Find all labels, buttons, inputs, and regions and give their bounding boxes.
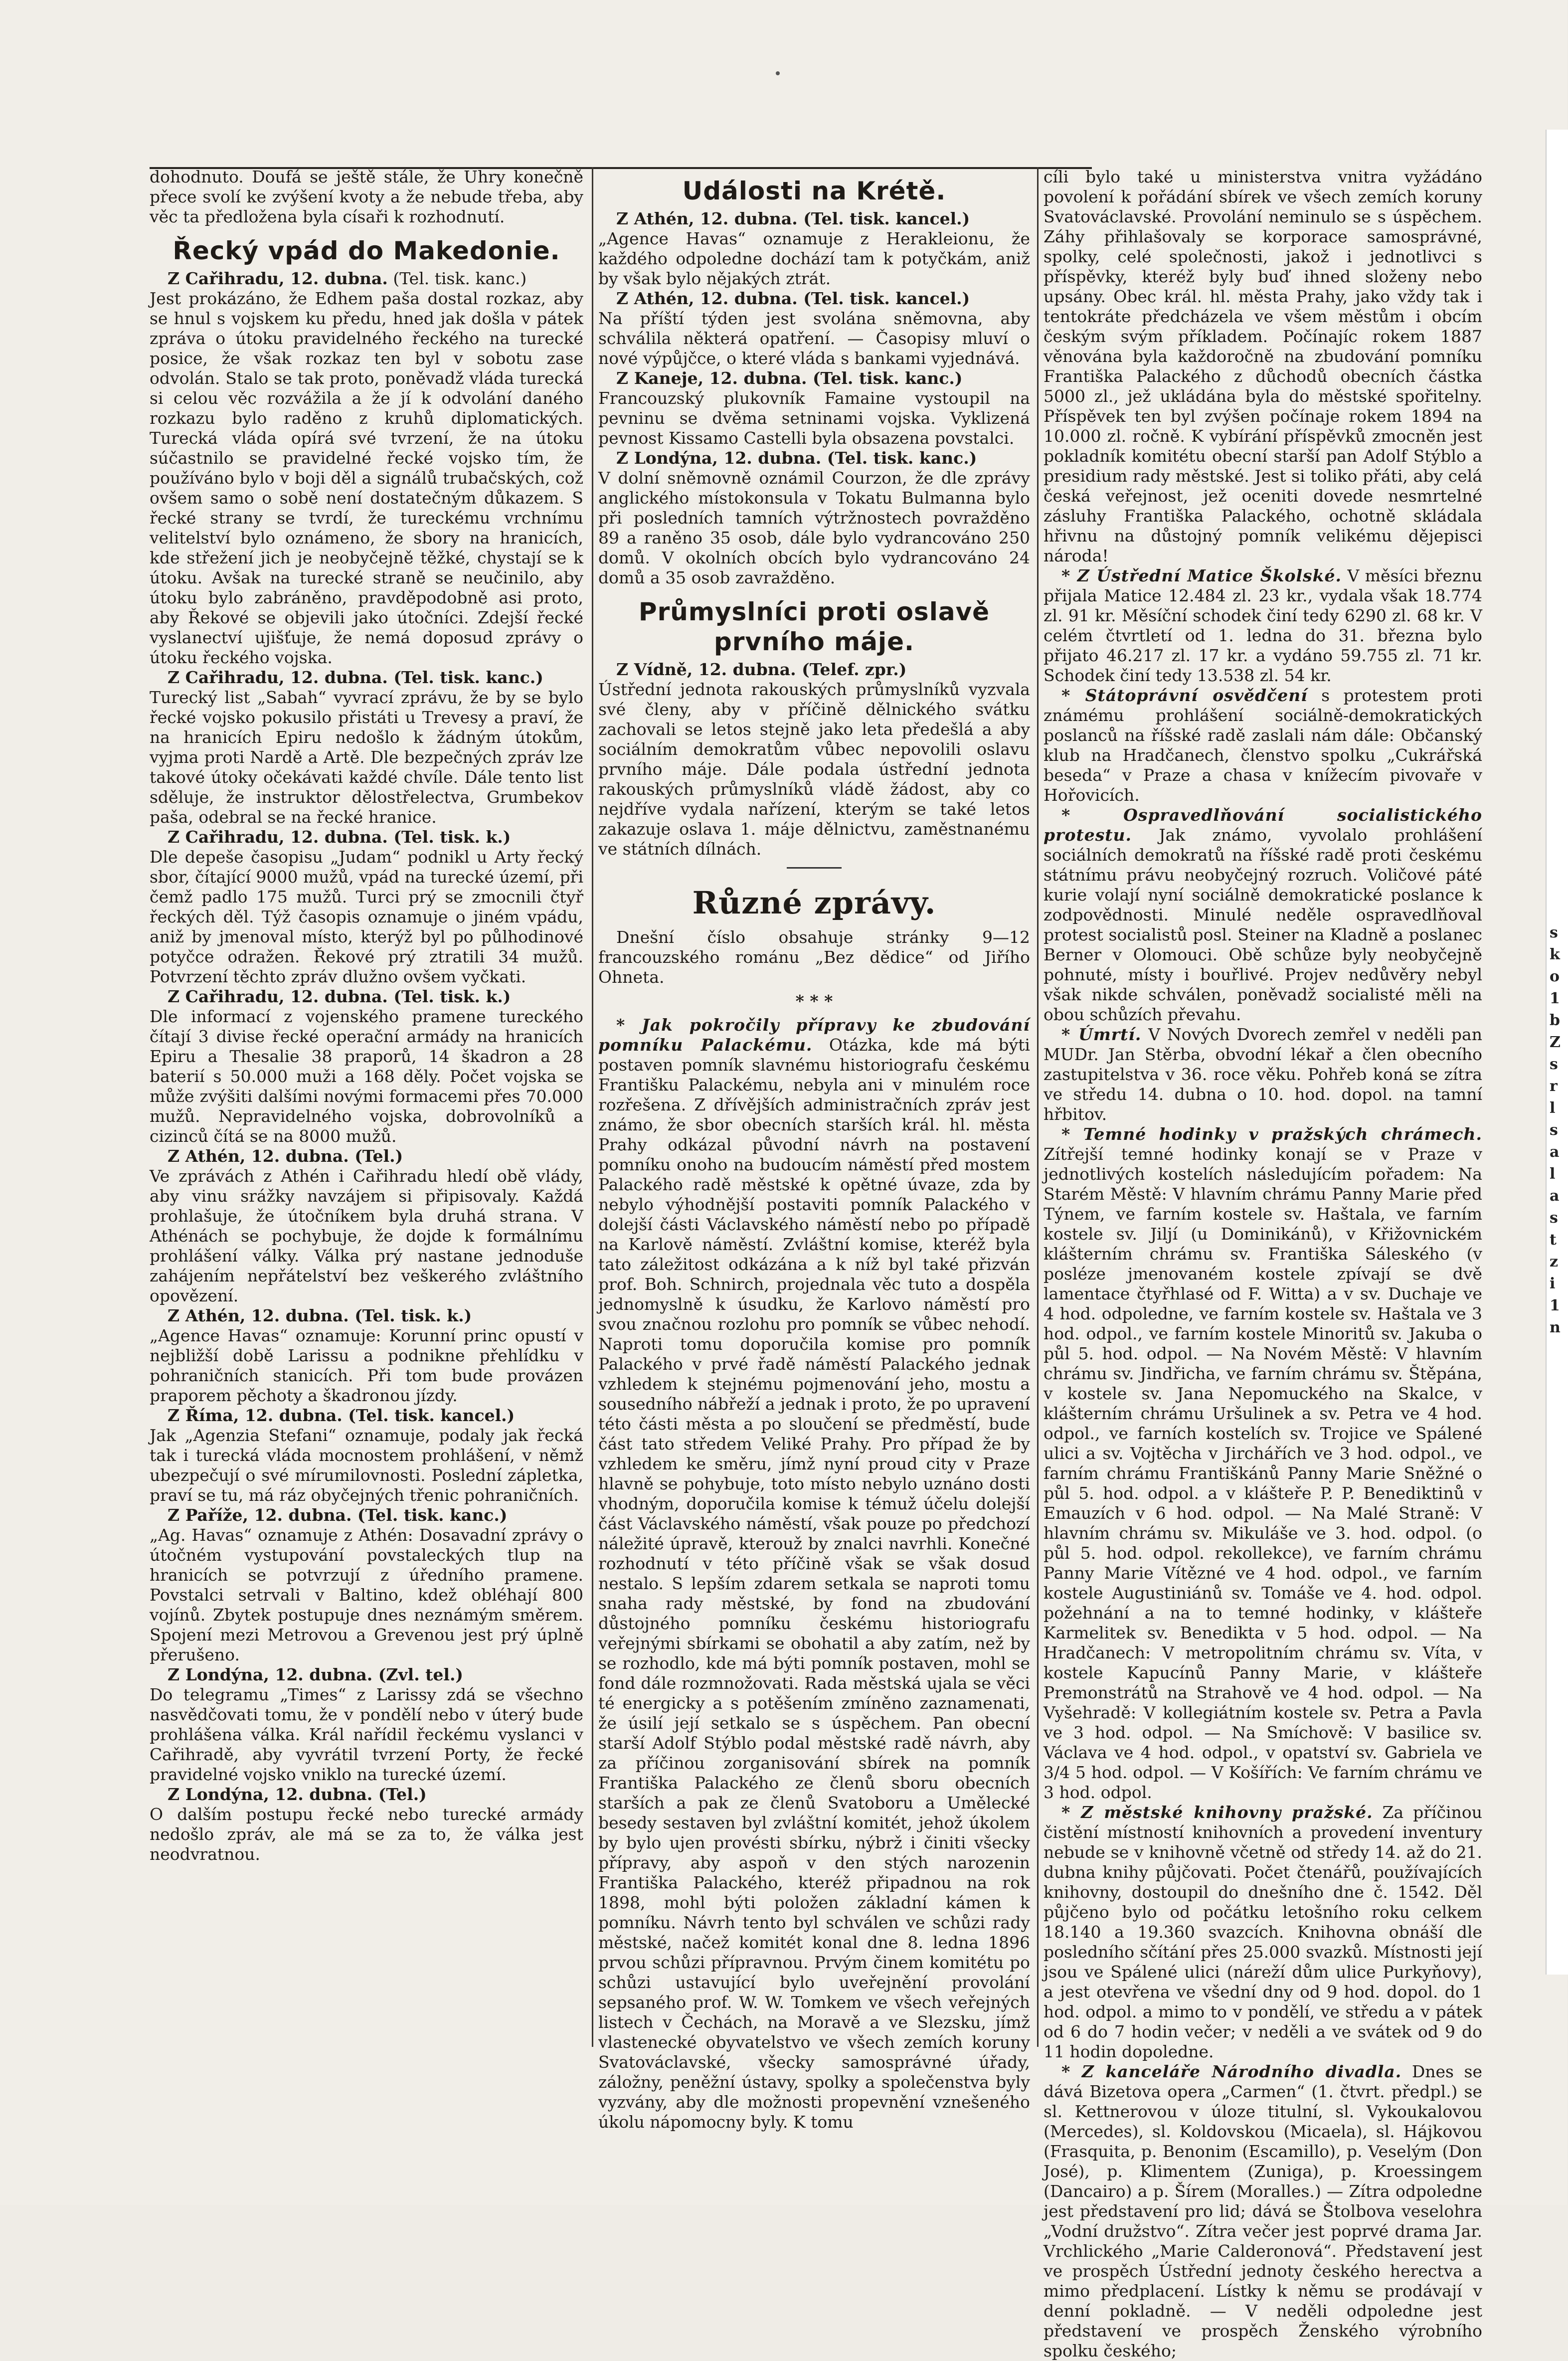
paragraph: V dolní sněmovně oznámil Courzon, že dle zprávy anglického místokonsula v Tokatu Bulmanna bylo při posledních tamních výtržnostech povražděno 89 a raněno 35 osob, dále bylo vydrancováno 250 domů. V okolních obcích bylo vydrancováno 24 domů a 35 osob zavražděno.: [598, 468, 1030, 587]
item-title: * Z Ústřední Matice Školské.: [1061, 566, 1342, 585]
paragraph: Dnešní číslo obsahuje stránky 9—12 francouzského románu „Bez dědice“ od Jiřího Ohneta.: [598, 927, 1030, 987]
edge-letter: s: [1550, 924, 1558, 941]
item-title: * Úmrtí.: [1061, 1025, 1142, 1044]
paragraph: Jak „Agenzia Stefani“ oznamuje, podaly jak řecká tak i turecká vláda mocnostem prohlášení, v němž ubezpečují o své mírumilovnosti. Poslední zápletka, praví se tu, má ráz obyčejných třenic pohraničních.: [150, 1426, 583, 1505]
dateline: Z Paříže, 12. dubna. (Tel. tisk. kanc.): [168, 1505, 508, 1525]
dateline: Z Cařihradu, 12. dubna. (Tel. tisk. kanc.): [168, 668, 543, 687]
item-title: * Jak pokročily přípravy ke zbudování pomníku Palackému.: [598, 1015, 1030, 1055]
dateline: Z Cařihradu, 12. dubna. (Tel. tisk. k.): [168, 827, 511, 847]
paragraph: „Agence Havas“ oznamuje z Herakleionu, že každého odpoledne dochází tam k potyčkám, aniž by však bylo nějakých ztrát.: [598, 229, 1030, 288]
dateline: Z Londýna, 12. dubna. (Tel. tisk. kanc.): [616, 448, 977, 468]
edge-letter: i: [1550, 1275, 1556, 1292]
item-text: V Nových Dvorech zemřel v neděli pan MUDr. Jan Stěrba, obvodní lékař a člen obecního zastupitelstva v 36. roce věku. Pohřeb koná se zítra ve středu 14. dubna o 10. hod. dopol. na tamní hřbitov.: [1044, 1025, 1482, 1124]
headline-crete: Události na Krétě.: [682, 177, 946, 205]
headline-may-day: Průmyslníci proti oslavě prvního máje.: [638, 597, 990, 656]
item-title: * Temné hodinky v pražských chrámech.: [1061, 1124, 1482, 1144]
item-title: * Z kanceláře Národního divadla.: [1061, 2062, 1402, 2081]
item-paragraph: [1044, 686, 1482, 805]
column-divider-2: [1037, 167, 1039, 2047]
paragraph: Ústřední jednota rakouských průmyslníků vyzvala své členy, aby v příčině dělnického svátku zachovali se letos stejně jako leta předešlá a aby sociálním demokratům vůbec nepovolili oslavu prvního máje. Dále podala ústřední jednota rakouských průmyslníků vládě žádost, aby co nejdříve vydala nařízení, kterým se také letos zakazuje oslava 1. máje dělnictvu, zaměstnanému ve státních dílnách.: [598, 680, 1030, 859]
paragraph: Dle informací z vojenského pramene tureckého čítají 3 divise řecké operační armády na hranicích Epiru a Thesalie 38 praporů, 14 škadron a 28 baterií s 50.000 muži a 168 děly. Počet vojska se může zvýšiti dalšími novými formacemi přes 70.000 mužů. Nepravidelného vojska, dobrovolníků a cizinců čítá se na 8000 mužů.: [150, 1007, 583, 1146]
item-paragraph: [1044, 1803, 1482, 2062]
edge-letter: n: [1550, 1319, 1561, 1336]
paragraph: „Ag. Havas“ oznamuje z Athén: Dosavadní zprávy o útočném vystupování povstaleckých tlup na hranicích se potvrzují z úředního pramene. Povstalci setrvali v Baltino, kdež obléhají 800 vojínů. Zbytek postupuje dnes neznámým směrem. Spojení mezi Metrovou a Grevenou jest prý úplně přerušeno.: [150, 1525, 583, 1664]
headline-macedonia: Řecký vpád do Makedonie.: [173, 236, 560, 265]
paragraph: „Agence Havas“ oznamuje: Korunní princ opustí v nejbližší době Larissu a podnikne přehlídku v pohraničních stanicích. Při tom bude provázen praporem pěchoty a škadronou jízdy.: [150, 1326, 583, 1405]
item-title: * Z městské knihovny pražské.: [1061, 1803, 1373, 1822]
item-paragraph: [1044, 1025, 1482, 1124]
edge-letter: s: [1550, 1209, 1558, 1227]
item-text: Za příčinou čistění místností knihovních a provedení inventury nebude se v knihovně včetně od středy 14. až do 21. dubna knihy půjčovati. Počet čtenářů, používajících knihovny, dostoupil do dnešního dne č. 1542. Děl půjčeno bylo od počátku letošního roku celkem 18.140 a 19.360 svazcích. Knihovna obnáší dle posledního sčítání přes 25.000 svazků. Místnosti její jsou ve Spálené ulici (náreží dům ulice Purkyňovy), a jest otevřena ve všední dny od 9 hod. dopol. do 1 hod. odpol. a mimo to v pondělí, ve středu a v pátek od 6 do 7 hodin večer; v neděli a ve svátek od 9 do 11 hodin dopoledne.: [1044, 1803, 1482, 2061]
edge-letter: l: [1550, 1165, 1556, 1183]
column-3: [1044, 167, 1482, 2361]
item-paragraph: [1044, 805, 1482, 1025]
item-text: Dnes se dává Bizetova opera „Carmen“ (1. čtvrt. předpl.) se sl. Kettnerovou v úloze titulní, sl. Vykoukalovou (Mercedes), sl. Koldovskou (Micaela), sl. Hájkovou (Frasquita, p. Benonim (Escamillo), p. Veselým (Don José), p. Klimentem (Zuniga), p. Kroessingem (Dancairo) a p. Šírem (Moralles.) — Zítra odpoledne jest představení pro lid; dává se Štolbova veselohra „Vodní družstvo“. Zítra večer jest poprvé drama Jar. Vrchlického „Marie Calderonová“. Představení jest ve prospěch Ústřední jednoty českého herectva a mimo předplacení. Lístky k němu se prodávají v denní pokladně. — V neděli odpoledne jest představení ve prospěch Ženského výrobního spolku českého;: [1044, 2062, 1482, 2361]
dateline: Z Cařihradu, 12. dubna.: [168, 269, 388, 288]
edge-letter: b: [1550, 1012, 1560, 1029]
dateline: Z Vídně, 12. dubna. (Telef. zpr.): [616, 660, 907, 679]
dateline-paragraph: [150, 269, 583, 289]
dateline: Z Athén, 12. dubna. (Tel. tisk. kancel.): [616, 289, 970, 308]
paragraph: Do telegramu „Times“ z Larissy zdá se všechno nasvědčovati tomu, že v pondělí nebo v úterý bude prohlášena válka. Král nařídil řeckému vyslanci v Cařihradě, aby vyvrátil tvrzení Porty, že řecké pravidelné vojsko vniklo na turecké území.: [150, 1685, 583, 1784]
dateline: Z Cařihradu, 12. dubna. (Tel. tisk. k.): [168, 987, 511, 1006]
paragraph: O dalším postupu řecké nebo turecké armády nedošlo zpráv, ale má se za to, že válka jest neodvratnou.: [150, 1805, 583, 1864]
column-divider-1: [592, 167, 593, 2047]
paragraph: Francouzský plukovník Famaine vystoupil na pevninu se dvěma setninami vojska. Vyklizená pevnost Kissamo Castelli byla obsazena povstalci.: [598, 388, 1030, 448]
item-title: * Státoprávní osvědčení: [1061, 686, 1308, 705]
edge-letter: z: [1550, 1253, 1559, 1271]
paragraph: Jest prokázáno, že Edhem paša dostal rozkaz, aby se hnul s vojskem ku předu, hned jak došla v pátek zpráva o útoku pravidelného řeckého na turecké posice, že však rozkaz ten byl v sobotu zase odvolán. Stalo se tak proto, poněvadž vláda turecká si celou věc rozvážila a že jí k odvolání daného rozkazu bylo raděno z kruhů diplomatických. Turecká vláda opírá své tvrzení, že na útoku súčastnilo se pravidelné řecké vojsko tím, že používáno bylo v boji děl a signálů trubačských, což ovšem samo o sobě není dostatečným důkazem. S řecké strany se tvrdí, že tureckému vrchnímu velitelství bylo oznámeno, že sbory na hranicích, kde střežení jich je neobyčejně těžké, chystají se k útoku. Avšak na turecké straně se neučinilo, aby útoku bylo zabráněno, pravděpodobně asi proto, aby Řekové se objevili jako útočníci. Zdejší řecké vyslanectví ujišťuje, že nemá doposud zprávy o útoku řeckého vojska.: [150, 289, 583, 667]
paragraph: Turecký list „Sabah“ vyvrací zprávu, že by se bylo řecké vojsko pokusilo přistáti u Trevesy a praví, že na hranicích Epiru nedošlo k žádným útokům, vyjma proti Nardě a Artě. Dle bezpečných zpráv lze takové útoky očekávati každé chvíle. Dále tento list sděluje, že instruktor dělostřelectva, Grumbekov paša, odebral se na řecké hranice.: [150, 688, 583, 827]
paragraph: Na příští týden jest svolána sněmovna, aby schválila některá opatření. — Časopisy mluví o nové výpůjčce, o které vláda s bankami vyjednává.: [598, 309, 1030, 368]
dateline: Z Kaneje, 12. dubna. (Tel. tisk. kanc.): [616, 368, 963, 388]
edge-letter: Z: [1550, 1034, 1561, 1051]
item-text: V měsíci březnu přijala Matice 12.484 zl. 23 kr., vydala však 18.774 zl. 91 kr. Měsíční schodek činí tedy 6290 zl. 68 kr. V celém čtvrtletí od 1. ledna do 31. března bylo přijato 46.217 zl. 17 kr. a vydáno 59.755 zl. 71 kr. Schodek činí tedy 13.538 zl. 54 kr.: [1044, 566, 1482, 685]
item-paragraph: [1044, 1124, 1482, 1803]
edge-letter: o: [1550, 968, 1560, 985]
asterism: * * *: [795, 991, 833, 1011]
column-2: [598, 167, 1030, 2132]
edge-letter: s: [1550, 1056, 1558, 1073]
paragraph: dohodnuto. Doufá se ještě stále, že Uhry konečně přece svolí ke zvýšení kvoty a že nebude třeba, aby věc ta předložena byla císaři k rozhodnutí.: [150, 167, 583, 226]
paragraph: Dle depeše časopisu „Judam“ podnikl u Arty řecký sbor, čítající 9000 mužů, vpád na turecké území, při čemž padlo 175 mužů. Turci prý se zmocnili čtyř řeckých děl. Týž časopis oznamuje o jiném vpádu, aniž by jmenoval místo, kterýž byl po půlhodinové potyčce odražen. Řekové prý ztratili 34 mužů. Potvrzení těchto zpráv dlužno ovšem vyčkati.: [150, 847, 583, 986]
edge-letter: 1: [1550, 990, 1560, 1007]
item-text: Zítřejší temné hodinky konají se v Praze v jednotlivých kostelích následujícím pořadem: Na Starém Městě: V hlavním chrámu Panny Marie před Týnem, ve farním kostele sv. Haštala, ve farním kostele sv. Jiljí (u Dominikánů), v Křižovnickém klášterním chrámu sv. Františka Sáleského (v posléze jmenovaném kostele zpívají se dvě lamentace čtyřhlasé od F. Witta) a v sv. Duchaje ve 4 hod. odpoledne, ve farním kostele sv. Haštala ve 3 hod. odpol., ve farním kostele Minoritů sv. Jakuba o půl 5. hod. odpol. — Na Novém Městě: V hlavním chrámu sv. Jindřicha, ve farním chrámu sv. Štěpána, v kostele sv. Jana Nepomuckého na Skalce, v klášterním chrámu Uršulinek a sv. Petra ve 4 hod. odpol., ve farních kostelích sv. Trojice ve Spálené ulici a sv. Vojtěcha v Jirchářích ve 3 hod. odpol., ve farním chrámu Františkánů Panny Marie Sněžné o půl 5. hod. odpol. a v klášteře P. P. Benediktinů v Emauzích v 6 hod. odpol. — Na Malé Straně: V hlavním chrámu sv. Mikuláše ve 3. hod. odpol. (o půl 5. hod. odpol. rekollekce), ve farním chrámu Panny Marie Vítězné ve 4 hod. odpol., ve farním kostele Augustiniánů sv. Tomáše ve 4. hod. odpol. požehnání a na to temné hodinky, v klášteře Karmelitek sv. Benedikta v 5 hod. odpol. — Na Hradčanech: V metropolitním chrámu sv. Víta, v kostele Kapucínů Panny Marie, v klášteře Premonstrátů na Strahově ve 4 hod. odpol. — Na Vyšehradě: V kollegiátním kostele sv. Petra a Pavla ve 3 hod. odpol. — Na Smíchově: V basilice sv. Václava ve 4 hod. odpol., v opatství sv. Gabriela ve 3/4 5 hod. odpol. — V Košířích: Ve farním chrámu ve 3 hod. odpol.: [1044, 1144, 1482, 1802]
dateline: Z Athén, 12. dubna. (Tel. tisk. k.): [168, 1306, 472, 1325]
edge-letter: k: [1550, 946, 1560, 963]
item-paragraph: [1044, 566, 1482, 686]
item-text: Otázka, kde má býti postaven pomník slavnému historiografu českému Františku Palackému, nebyla ani v minulém roce rozřešena. Z dřívějších administračních zpráv jest známo, že sbor obecních starších král. hl. města Prahy odkázal původní návrh na postavení pomníku onoho na budoucím náměstí před mostem Palackého radě městské k opětné úvaze, zda by nebylo výhodnější postaviti pomník Palackého v dolejší části Václavského náměstí nebo po případě na Karlově náměstí. Zvláštní komise, kteréž byla tato záležitost odkázána a k níž byl také přizván prof. Boh. Schnirch, projednala věc tuto a dospěla jednomyslně k úsudku, že Karlovo náměstí pro svou značnou rozlohu pro pomník se vůbec nehodí. Naproti tomu doporučila komise pro pomník Palackého v prvé řadě náměstí Palackého jednak vzhledem k stejnému pojmenování jeho, mostu a sousedního nábřeží a jednak i proto, že po upravení této části města a po sloučení se předměstí, bude část tato středem Veliké Prahy. Pro případ že by vzhledem ke směru, jímž nyní proud city v Praze hlavně se pohybuje, toto místo nebylo uznáno dosti vhodným, doporučila komise k témuž účelu dolejší část Václavského náměstí, však pouze po předchozí náležité úpravě, kterouž by znalci navrhli. Konečné rozhodnutí v této příčině však se však dosud nestalo. S lepším zdarem setkala se naproti tomu snaha rady městské, by fond na zbudování důstojného pomníku českému historiografu veřejnými sbírkami se obohatil a aby zatím, než by se rozhodlo, kde má býti pomník postaven, mohl se fond dále rozmnožovati. Rada městská ujala se věci té energicky a s potěšením zmíněno zaznamenati, že úsilí její setkalo se s úspěchem. Pan obecní starší Adolf Stýblo podal městské radě návrh, aby za příčinou zorganisování sbírek na pomník Františka Palackého ze členů sboru obecních starších a pak ze členů Svatoboru a Umělecké besedy sestaven byl zvláštní komitét, jehož úkolem by bylo ujen provésti sbírku, nýbrž i činiti všecky přípravy, aby aspoň v den stých narozenin Františka Palackého, kteréž připadnou na rok 1898, mohl býti položen základní kámen k pomníku. Návrh tento byl schválen ve schůzi rady městské, načež komitét konal dne 8. ledna 1896 prvou schůzi přípravnou. Prvým činem komitétu po schůzi ustavující bylo uveřejnění provolání sepsaného prof. W. W. Tomkem ve všech veřejných listech v Čechách, na Moravě a ve Slezsku, jímž vlastenecké obyvatelstvo ve všech zemích koruny Svatováclavské, všecky samosprávné úřady, záložny, peněžní ústavy, spolky a společenstva byly vyzvány, aby dle možnosti propevnění vznešeného úkolu nápomocny byly. K tomu: [598, 1035, 1030, 2132]
edge-letter: s: [1550, 1121, 1558, 1139]
item-paragraph: [598, 1015, 1030, 2132]
edge-letter: a: [1550, 1143, 1560, 1161]
dateline: Z Londýna, 12. dubna. (Tel.): [168, 1785, 427, 1804]
edge-letter: r: [1550, 1078, 1558, 1095]
paragraph: Ve zprávách z Athén i Cařihradu hledí obě vlády, aby vinu srážky navzájem si připisovaly. Každá prohlašuje, že útočníkem byla druhá strana. V Athénách se pochybuje, že dojde k formálnímu prohlášení války. Válka prý nastane jednoduše zahájením nepřátelství bez veškerého zvláštního opovězení.: [150, 1166, 583, 1305]
dateline: Z Londýna, 12. dubna. (Zvl. tel.): [168, 1665, 464, 1684]
edge-letter: l: [1550, 1099, 1556, 1117]
page-dot: [776, 71, 780, 75]
dateline: Z Athén, 12. dubna. (Tel.): [168, 1146, 403, 1166]
headline-various-news: Různé zprávy.: [692, 885, 936, 921]
dateline: Z Říma, 12. dubna. (Tel. tisk. kancel.): [168, 1406, 515, 1425]
item-text: Jak známo, vyvolalo prohlášení sociálních demokratů na říšské radě proti českému státnímu právu neobyčejný rozruch. Voličové páté kurie volají nyní sociálně demokratické poslance k zodpovědnosti. Minulé neděle ospravedlňoval protest socialistů posl. Steiner na Kladně a poslanec Berner v Olomouci. Obě schůze byly neobyčejně pohnuté, místy i bouřlivé. Projev nedůvěry nebyl však nikde schválen, poněvadž socialisté měli na obou schůzích převahu.: [1044, 825, 1482, 1024]
item-paragraph: [1044, 2062, 1482, 2361]
dateline-source: (Tel. tisk. kanc.): [393, 269, 527, 288]
edge-letter: t: [1550, 1231, 1557, 1249]
dateline: Z Athén, 12. dubna. (Tel. tisk. kancel.): [616, 209, 970, 228]
edge-letter: 1: [1550, 1297, 1560, 1314]
item-text: s protestem proti známému prohlášení sociálně-demokratických poslanců na říšské radě zaslali nám dále: Občanský klub na Hradčanech, členstvo spolku „Cukrářská beseda“ v Praze a chasa v knížecím pivovaře v Hořovicích.: [1044, 686, 1482, 805]
edge-letter: a: [1550, 1187, 1560, 1205]
column-1: [150, 167, 583, 2047]
item-title: * Ospravedlňování socialistického protestu.: [1044, 805, 1482, 845]
section-separator: [787, 867, 842, 869]
paragraph: cíli bylo také u ministerstva vnitra vyžádáno povolení k pořádání sbírek ve všech zemích koruny Svatováclavské. Provolání neminulo se s úspěchem. Záhy přihlašovaly se korporace samosprávné, spolky, celé společnosti, jakož i jednotlivci s příspěvky, kteréž byly buď ihned složeny nebo upsány. Obec král. hl. města Prahy, jako vždy tak i tentokráte předcházela ve všem městům i obcím českým svým příkladem. Počínajíc rokem 1887 věnována byla každoročně na zbudování pomníku Františka Palackého z důchodů obecních částka 5000 zl., jež ukládána byla do městské spořitelny. Příspěvek ten byl zvýšen počínaje rokem 1894 na 10.000 zl. ročně. K vybírání příspěvků zmocněn jest pokladník komitétu obecní starší pan Adolf Stýblo a presidium rady městské. Jest si toliko přáti, aby celá česká veřejnost, jež oceniti dovede nesmrtelné zásluhy Františka Palackého, ochotně skládala hřivnu na důstojný pomník velikému dějepisci národa!: [1044, 167, 1482, 565]
